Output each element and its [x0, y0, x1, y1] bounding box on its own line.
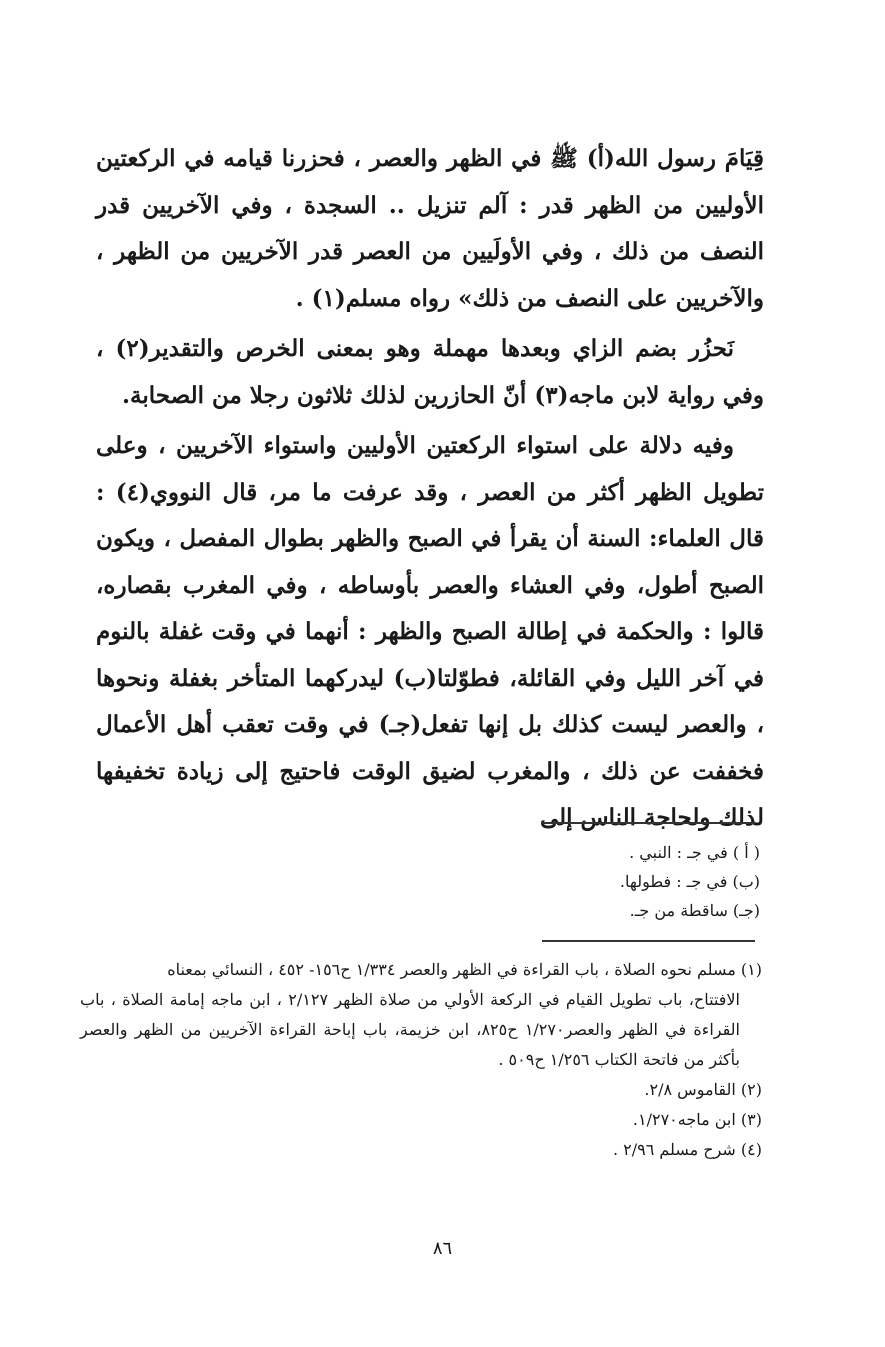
footnote-4: (٤) شرح مسلم ٢/٩٦ . [612, 1140, 762, 1159]
footnote-2: (٢) القاموس ٢/٨. [644, 1080, 762, 1099]
variant-note-a: ( أ ) في جـ : النبي . [629, 843, 760, 862]
variant-note-b: (ب) في جـ : فطولها. [619, 872, 760, 891]
variant-note-c: (جـ) ساقطة من جـ. [629, 901, 760, 920]
footnote-1-line: (١) مسلم نحوه الصلاة ، باب القراءة في الظهر والعصر ١/٣٣٤ ح١٥٦- ٤٥٢ ، النسائي بمعناه [167, 960, 762, 979]
footnote-divider-variants [542, 822, 755, 824]
reference-footnotes [80, 955, 762, 1165]
footnote-divider-references [542, 940, 755, 942]
footnote-1-continuation: الافتتاح، باب تطويل القيام في الركعة الأولي من صلاة الظهر ٢/١٢٧ ، ابن ماجه إمامة الصلاة ، باب القراءة في الظهر والعصر١/٢٧٠ ح٨٢٥، ابن خزيمة، باب إباحة القراءة الآخريين من الظهر والعصر بأكثر من فاتحة الكتاب ١/٢٥٦ ح٥٠٩ . [80, 990, 741, 1069]
footnote-3: (٣) ابن ماجه١/٢٧٠. [632, 1110, 762, 1129]
paragraph-3: وفيه دلالة على استواء الركعتين الأوليين واستواء الآخريين ، وعلى تطويل الظهر أكثر من العصر ، وقد عرفت ما مر، قال النووي(٤) : قال العلماء: السنة أن يقرأ في الصبح والظهر بطوال المفصل ، ويكون الصبح أطول، وفي العشاء والعصر بأوساطه ، وفي المغرب بقصاره، قالوا : والحكمة في إطالة الصبح والظهر : أنهما في وقت غفلة بالنوم في آخر الليل وفي القائلة، فطوّلتا(ب) ليدركهما المتأخر بغفلة ونحوها ، والعصر ليست كذلك بل إنها تفعل(جـ) في وقت تعقب أهل الأعمال فخففت عن ذلك ، والمغرب لضيق الوقت فاحتيج إلى زيادة تخفيفها لذلك ولحاجة الناس إلى [96, 432, 764, 831]
main-text [96, 136, 764, 842]
paragraph-2: نَحزُر بضم الزاي وبعدها مهملة وهو بمعنى الخرص والتقدير(٢) ، وفي رواية لابن ماجه(٣) أنّ الحازرين لذلك ثلاثون رجلا من الصحابة. [96, 335, 764, 409]
paragraph-1: قِيَامَ رسول الله(أ) ﷺ في الظهر والعصر ، فحزرنا قيامه في الركعتين الأوليين من الظهر قدر : آلم تنزيل .. السجدة ، وفي الآخريين قدر النصف من ذلك ، وفي الأولَيين من العصر قدر الآخريين من الظهر ، والآخريين على النصف من ذلك» رواه مسلم(١) . [96, 145, 764, 312]
variant-notes [360, 838, 760, 925]
page-number: ٨٦ [432, 1238, 453, 1259]
